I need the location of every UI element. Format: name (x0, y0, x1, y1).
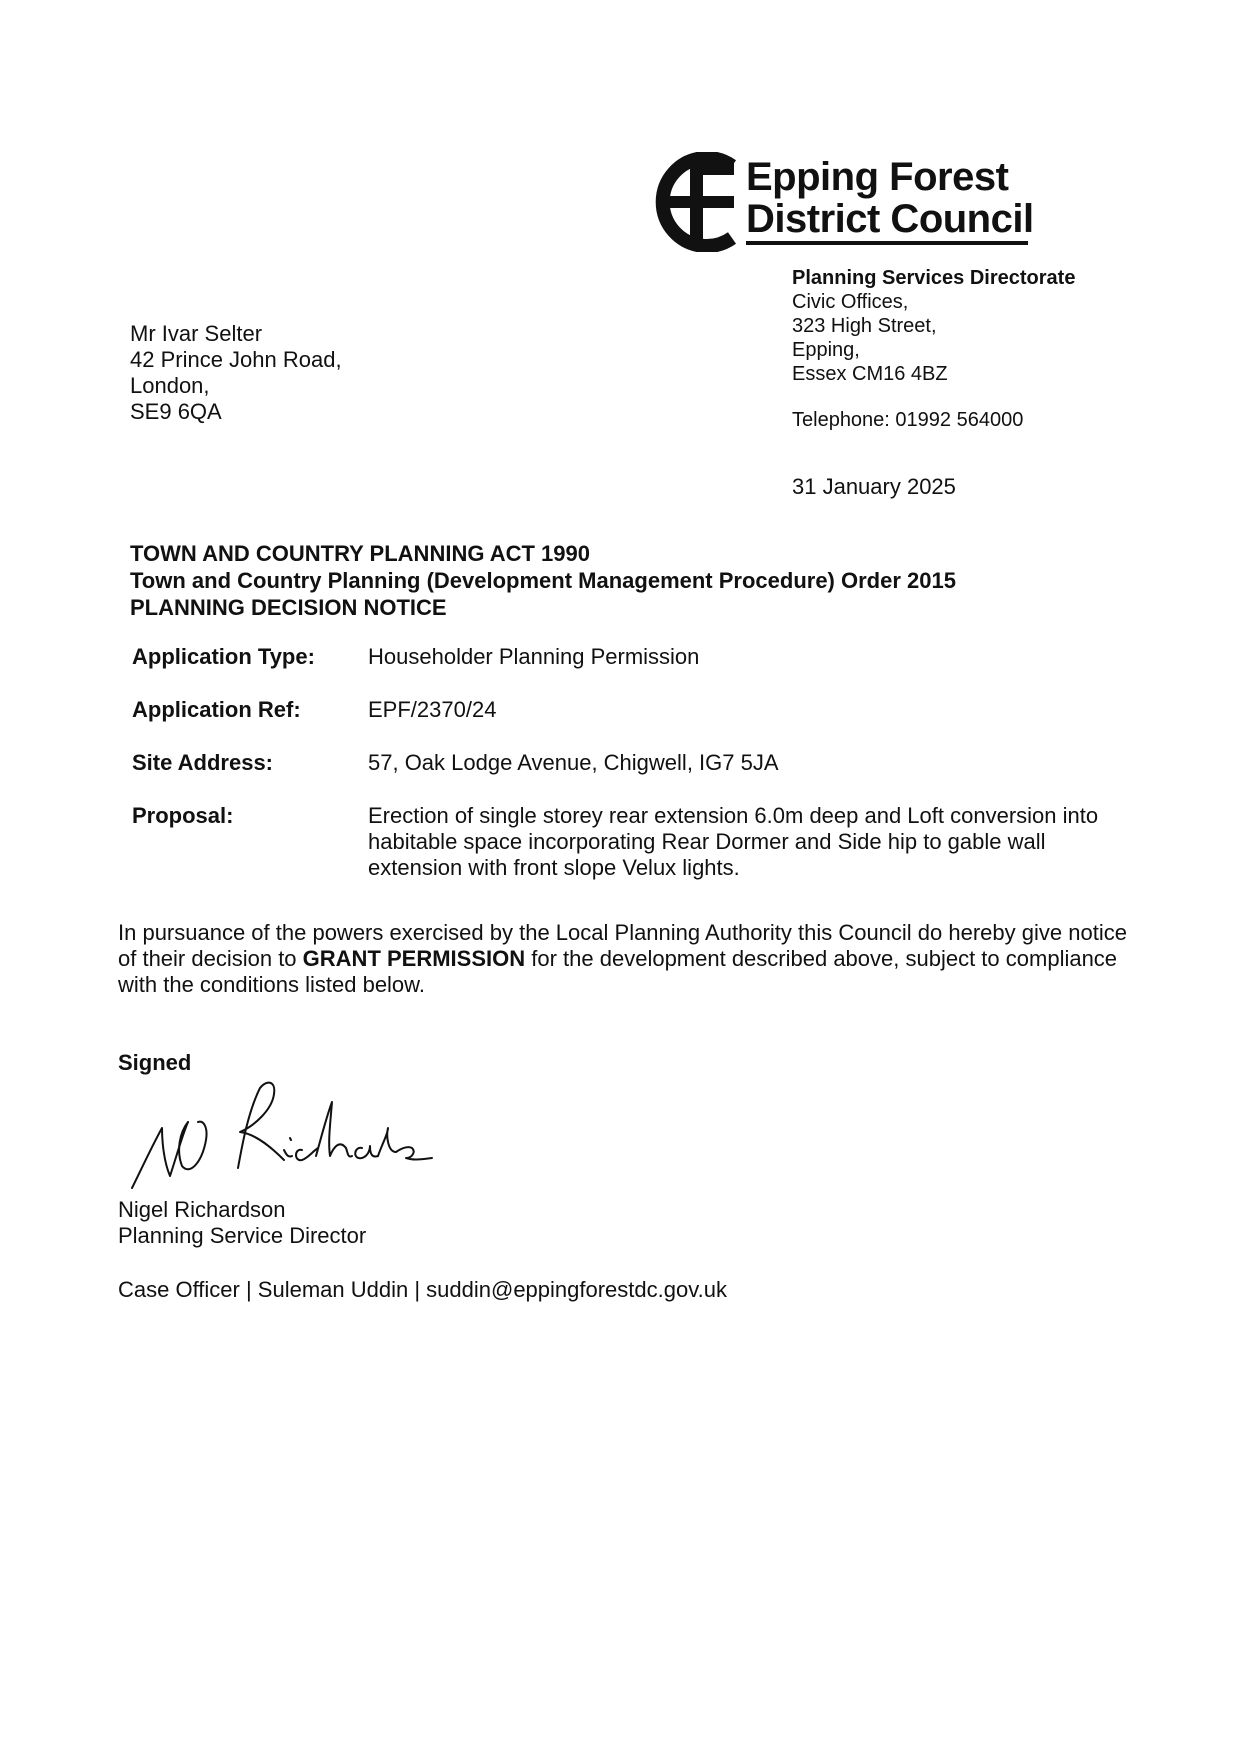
notice-title: PLANNING DECISION NOTICE (130, 595, 447, 620)
detail-label: Site Address: (132, 750, 274, 775)
order-title: Town and Country Planning (Development Management Procedure) Order 2015 (130, 568, 956, 593)
council-address (792, 266, 1075, 432)
decision-paragraph (118, 920, 1128, 998)
recipient-line: SE9 6QA (130, 399, 222, 424)
application-details (132, 644, 1132, 908)
efdc-logo-icon (654, 152, 744, 252)
recipient-line: Mr Ivar Selter (130, 321, 263, 346)
detail-value: 57, Oak Lodge Avenue, Chigwell, IG7 5JA (368, 750, 779, 775)
directorate: Planning Services Directorate (792, 267, 1076, 289)
detail-label: Proposal: (132, 803, 234, 828)
address-line: Essex CM16 4BZ (792, 363, 948, 385)
signatory-title: Planning Service Director (118, 1223, 367, 1248)
council-name (746, 156, 1034, 240)
signatory (118, 1197, 366, 1249)
address-line: Civic Offices, (792, 291, 909, 313)
detail-row (132, 750, 1132, 776)
council-name-line2: District Council (746, 197, 1034, 241)
logo-underline (746, 241, 1028, 245)
handwritten-signature (126, 1076, 436, 1196)
act-title: TOWN AND COUNTRY PLANNING ACT 1990 (130, 541, 591, 566)
recipient-address (130, 321, 342, 425)
council-logo (654, 152, 1034, 252)
detail-row (132, 803, 1132, 881)
recipient-line: London, (130, 373, 210, 398)
decision-outcome: GRANT PERMISSION (302, 946, 526, 971)
detail-row (132, 697, 1132, 723)
detail-value: Erection of single storey rear extension 6.0m deep and Loft conversion into habitable space incorporating Rear Dormer and Side hip to gable wall extension with front slope Velux lights. (368, 803, 1099, 880)
detail-label: Application Ref: (132, 697, 301, 722)
detail-value: EPF/2370/24 (368, 697, 497, 722)
decision-text: for the development described above, subject to compliance with the conditions listed below. (118, 946, 1118, 997)
signatory-name: Nigel Richardson (118, 1197, 286, 1222)
address-line: Epping, (792, 339, 860, 361)
council-name-line1: Epping Forest (746, 155, 1009, 199)
detail-label: Application Type: (132, 644, 315, 669)
telephone: Telephone: 01992 564000 (792, 409, 1024, 431)
decision-text: In pursuance of the powers exercised by the Local Planning Authority this Council do hereby give notice of their decision to (118, 920, 1127, 971)
address-line: 323 High Street, (792, 315, 937, 337)
detail-row (132, 644, 1132, 670)
notice-heading (130, 540, 956, 621)
case-officer-line: Case Officer | Suleman Uddin | suddin@eppingforestdc.gov.uk (118, 1277, 727, 1302)
recipient-line: 42 Prince John Road, (130, 347, 342, 372)
letter-date: 31 January 2025 (792, 474, 956, 499)
detail-value: Householder Planning Permission (368, 644, 700, 669)
signed-label: Signed (118, 1050, 192, 1075)
